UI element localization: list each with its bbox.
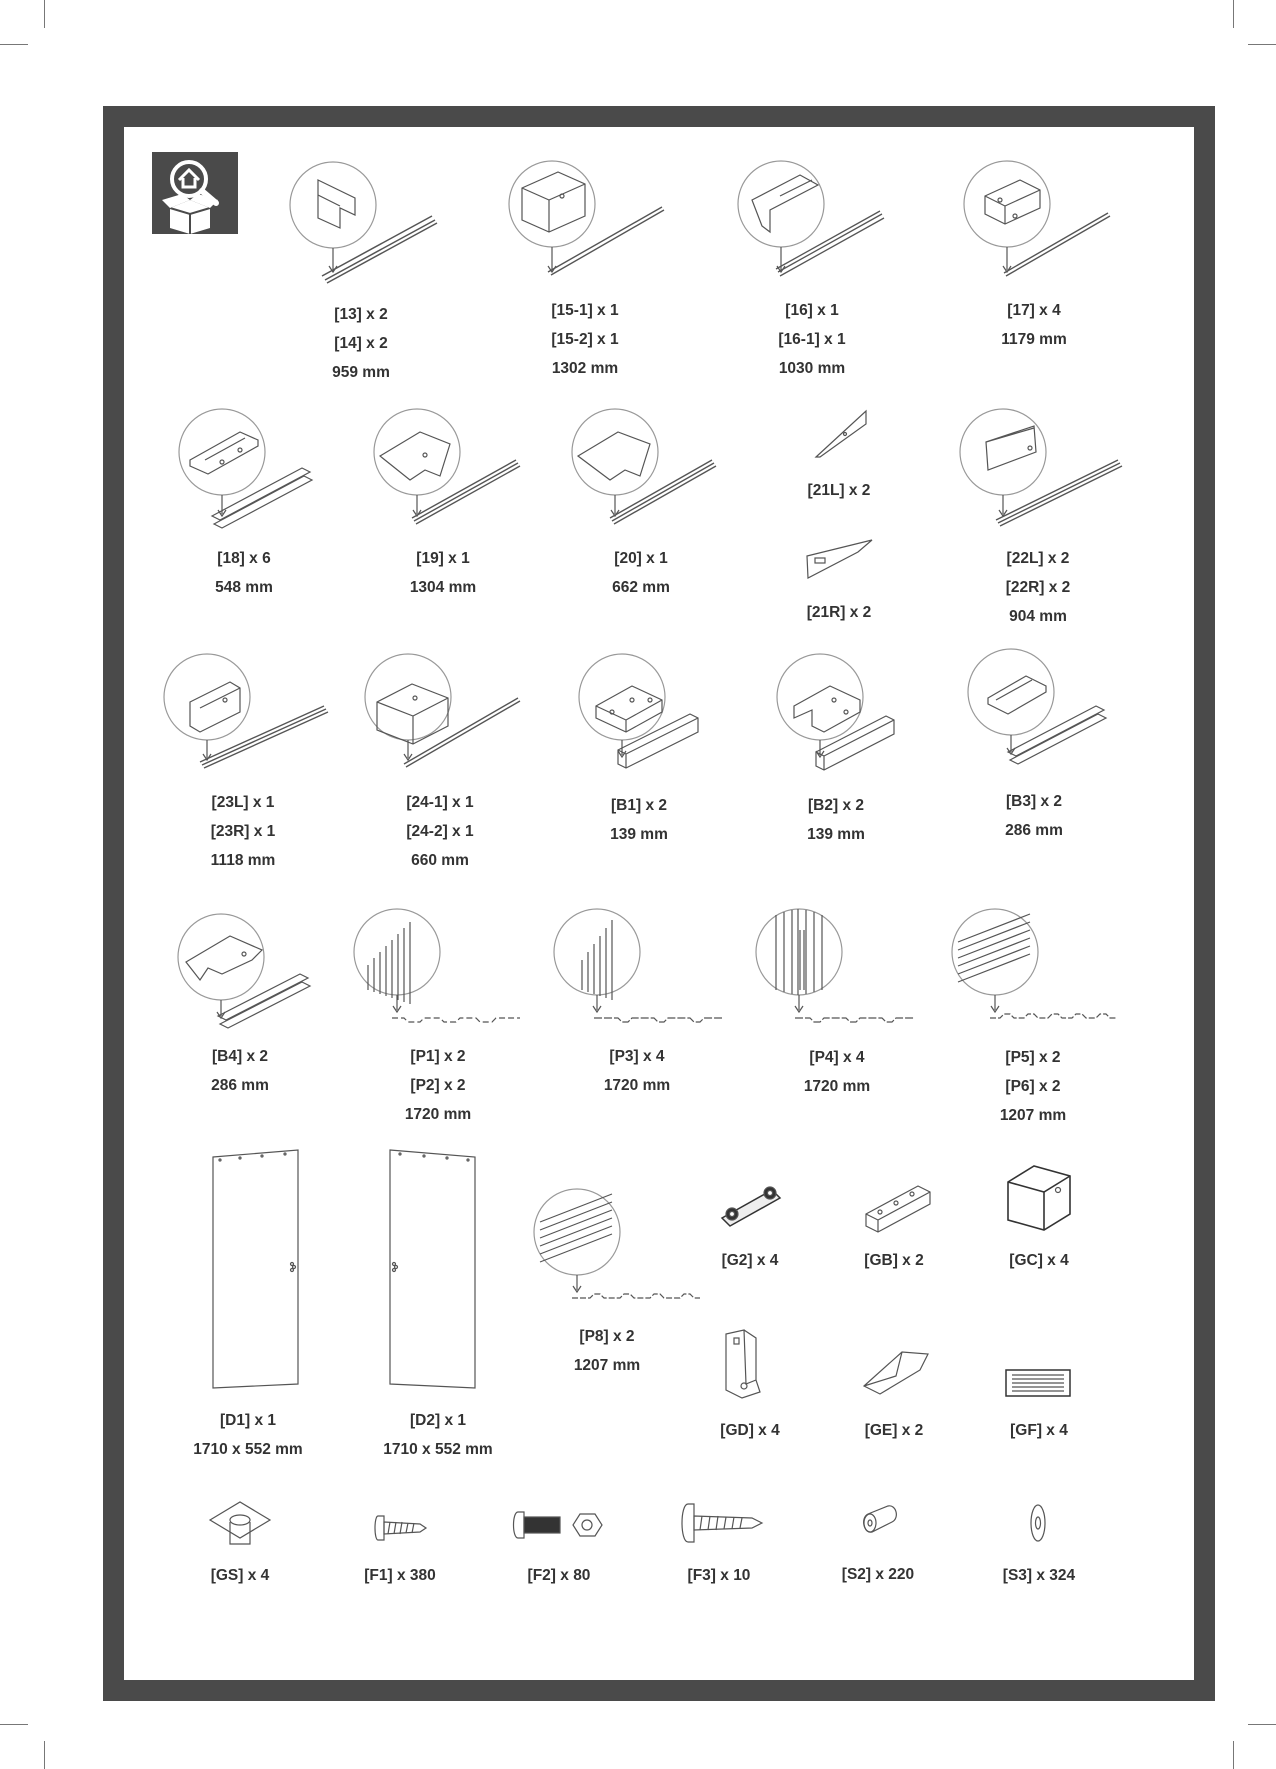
- rail-13-14-drawing: [290, 162, 437, 283]
- part-label: [D2] x 1 1710 x 552 mm: [383, 1412, 493, 1458]
- door-d2-drawing: [390, 1150, 475, 1388]
- part-label: [P8] x 2 1207 mm: [573, 1328, 641, 1374]
- bracket-gb-icon: [866, 1186, 930, 1232]
- part-label: [D1] x 1 1710 x 552 mm: [193, 1412, 303, 1458]
- part-label: [18] x 6 548 mm: [215, 550, 273, 596]
- part-label: [19] x 1 1304 mm: [409, 550, 477, 596]
- part-label: [13] x 2 [14] x 2 959 mm: [332, 306, 390, 381]
- part-label: [F2] x 80: [527, 1567, 591, 1584]
- rail-19-drawing: [374, 409, 520, 524]
- part-label: [15-1] x 1 [15-2] x 1 1302 mm: [551, 302, 619, 377]
- part-label: [21R] x 2: [806, 604, 872, 621]
- panel-p5-p6-drawing: [952, 909, 1116, 1018]
- part-label: [23L] x 1 [23R] x 1 1118 mm: [210, 794, 276, 869]
- rail-15-drawing: [509, 161, 664, 275]
- rail-18-drawing: [179, 409, 312, 528]
- rail-16-drawing: [738, 161, 884, 276]
- rail-23-drawing: [164, 654, 328, 768]
- rail-17-drawing: [964, 161, 1110, 276]
- door-d1-drawing: [213, 1150, 298, 1388]
- panel-p1-p2-drawing: [354, 909, 520, 1022]
- screw-f1-icon: [375, 1516, 426, 1540]
- part-label: [20] x 1 662 mm: [612, 550, 670, 596]
- part-label: [22L] x 2 [22R] x 2 904 mm: [1005, 550, 1071, 625]
- rail-24-drawing: [365, 654, 520, 767]
- bracket-b1-drawing: [579, 654, 698, 768]
- part-label: [B3] x 2 286 mm: [1005, 793, 1063, 839]
- part-label: [GF] x 4: [1010, 1422, 1068, 1439]
- part-label: [16] x 1 [16-1] x 1 1030 mm: [778, 302, 846, 377]
- part-label: [S2] x 220: [841, 1566, 915, 1583]
- panel-p4-drawing: [756, 909, 915, 1022]
- panel-p8-drawing: [534, 1189, 700, 1298]
- bracket-21l-drawing: [816, 411, 866, 457]
- part-label: [P5] x 2 [P6] x 2 1207 mm: [999, 1049, 1067, 1124]
- bracket-gd-icon: [726, 1330, 760, 1398]
- rail-20-drawing: [572, 409, 716, 524]
- part-label: [GD] x 4: [720, 1422, 780, 1439]
- part-label: [B4] x 2 286 mm: [211, 1048, 269, 1094]
- part-label: [17] x 4 1179 mm: [1001, 302, 1067, 348]
- vent-gf-icon: [1006, 1370, 1070, 1396]
- part-label: [S3] x 324: [1002, 1567, 1076, 1584]
- spacer-s2-icon: [864, 1506, 897, 1532]
- part-label: [GE] x 2: [864, 1422, 924, 1439]
- panel-p3-drawing: [554, 909, 722, 1022]
- part-label: [P1] x 2 [P2] x 2 1720 mm: [404, 1048, 472, 1123]
- part-label: [P4] x 4 1720 mm: [803, 1049, 871, 1095]
- part-label: [GS] x 4: [210, 1567, 270, 1584]
- rail-b4-drawing: [178, 914, 310, 1028]
- part-label: [P3] x 4 1720 mm: [603, 1048, 671, 1094]
- screw-f3-icon: [682, 1504, 762, 1542]
- part-label: [21L] x 2: [807, 482, 871, 499]
- part-label: [F1] x 380: [364, 1567, 436, 1584]
- bracket-ge-icon: [864, 1352, 928, 1394]
- part-label: [G2] x 4: [721, 1252, 779, 1269]
- part-label: [F3] x 10: [687, 1567, 751, 1584]
- part-label: [GB] x 2: [864, 1252, 924, 1269]
- rail-22-drawing: [960, 409, 1122, 526]
- base-plate-gs-icon: [210, 1502, 270, 1544]
- rail-b3-drawing: [968, 649, 1106, 764]
- bolt-f2-icon: [514, 1512, 603, 1538]
- part-label: [B1] x 2 139 mm: [610, 797, 668, 843]
- washer-s3-icon: [1031, 1505, 1045, 1541]
- part-label: [B2] x 2 139 mm: [807, 797, 865, 843]
- corner-box-gc-icon: [1008, 1166, 1070, 1230]
- bracket-21r-drawing: [807, 540, 872, 578]
- part-label: [24-1] x 1 [24-2] x 1 660 mm: [406, 794, 474, 869]
- part-label: [GC] x 4: [1009, 1252, 1069, 1269]
- connector-g2-icon: [722, 1187, 780, 1226]
- bracket-b2-drawing: [777, 654, 894, 770]
